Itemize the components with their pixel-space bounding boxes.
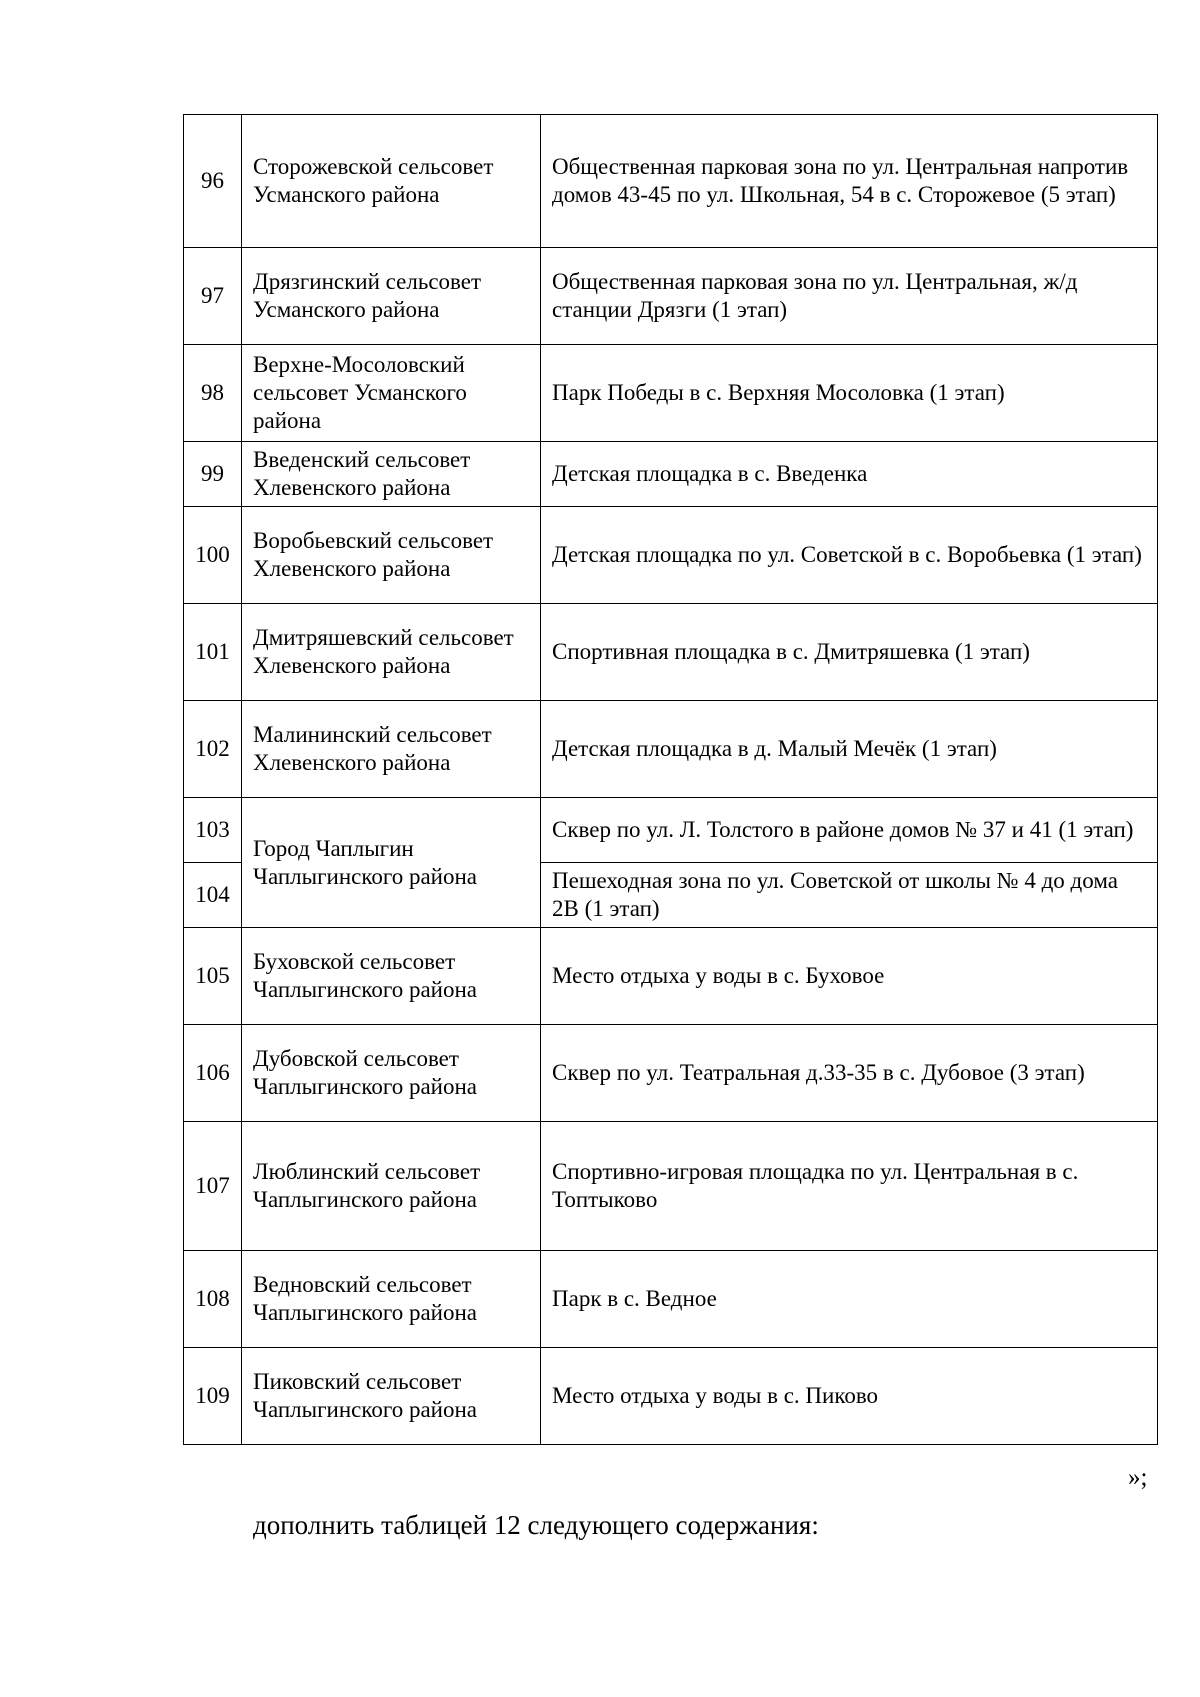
table-row (184, 604, 1158, 701)
object-cell: Сквер по ул. Театральная д.33-35 в с. Дубовое (3 этап) (541, 1025, 1158, 1122)
closing-quote-mark: »; (1128, 1464, 1148, 1491)
row-number: 96 (184, 115, 242, 248)
row-number: 106 (184, 1025, 242, 1122)
municipality-cell: Сторожевской сельсовет Усманского района (242, 115, 541, 248)
municipality-cell: Малининский сельсовет Хлевенского района (242, 701, 541, 798)
object-cell: Спортивно-игровая площадка по ул. Центральная в с. Топтыково (541, 1122, 1158, 1251)
table-row (184, 1348, 1158, 1445)
object-cell: Детская площадка по ул. Советской в с. Воробьевка (1 этап) (541, 507, 1158, 604)
municipality-cell: Дмитряшевский сельсовет Хлевенского района (242, 604, 541, 701)
object-cell: Место отдыха у воды в с. Пиково (541, 1348, 1158, 1445)
table-row (184, 1025, 1158, 1122)
object-cell: Парк в с. Ведное (541, 1251, 1158, 1348)
row-number: 108 (184, 1251, 242, 1348)
table-row (184, 798, 1158, 863)
registry-table (183, 114, 1158, 1445)
row-number: 100 (184, 507, 242, 604)
object-cell: Детская площадка в д. Малый Мечёк (1 этап) (541, 701, 1158, 798)
row-number: 99 (184, 442, 242, 507)
table-row (184, 1122, 1158, 1251)
object-cell: Пешеходная зона по ул. Советской от школы № 4 до дома 2В (1 этап) (541, 863, 1158, 928)
row-number: 103 (184, 798, 242, 863)
table-row (184, 442, 1158, 507)
instruction-paragraph: дополнить таблицей 12 следующего содержания: (253, 1510, 819, 1540)
municipality-cell: Люблинский сельсовет Чаплыгинского района (242, 1122, 541, 1251)
object-cell: Место отдыха у воды в с. Буховое (541, 928, 1158, 1025)
municipality-cell: Воробьевский сельсовет Хлевенского района (242, 507, 541, 604)
municipality-cell: Ведновский сельсовет Чаплыгинского района (242, 1251, 541, 1348)
row-number: 101 (184, 604, 242, 701)
row-number: 104 (184, 863, 242, 928)
row-number: 98 (184, 345, 242, 442)
row-number: 102 (184, 701, 242, 798)
municipality-cell: Введенский сельсовет Хлевенского района (242, 442, 541, 507)
municipality-cell: Город Чаплыгин Чаплыгинского района (242, 798, 541, 928)
municipality-cell: Буховской сельсовет Чаплыгинского района (242, 928, 541, 1025)
row-number: 105 (184, 928, 242, 1025)
object-cell: Общественная парковая зона по ул. Центральная напротив домов 43-45 по ул. Школьная, 54 в с. Сторожевое (5 этап) (541, 115, 1158, 248)
table-row (184, 1251, 1158, 1348)
row-number: 109 (184, 1348, 242, 1445)
municipality-cell: Пиковский сельсовет Чаплыгинского района (242, 1348, 541, 1445)
municipality-cell: Дубовской сельсовет Чаплыгинского района (242, 1025, 541, 1122)
row-number: 107 (184, 1122, 242, 1251)
municipality-cell: Верхне-Мосоловский сельсовет Усманского района (242, 345, 541, 442)
table-row (184, 248, 1158, 345)
table-row (184, 507, 1158, 604)
row-number: 97 (184, 248, 242, 345)
table-row (184, 345, 1158, 442)
object-cell: Парк Победы в с. Верхняя Мосоловка (1 этап) (541, 345, 1158, 442)
object-cell: Спортивная площадка в с. Дмитряшевка (1 этап) (541, 604, 1158, 701)
object-cell: Детская площадка в с. Введенка (541, 442, 1158, 507)
object-cell: Сквер по ул. Л. Толстого в районе домов № 37 и 41 (1 этап) (541, 798, 1158, 863)
table-row (184, 701, 1158, 798)
municipality-cell: Дрязгинский сельсовет Усманского района (242, 248, 541, 345)
object-cell: Общественная парковая зона по ул. Центральная, ж/д станции Дрязги (1 этап) (541, 248, 1158, 345)
table-row (184, 115, 1158, 248)
table-row (184, 928, 1158, 1025)
